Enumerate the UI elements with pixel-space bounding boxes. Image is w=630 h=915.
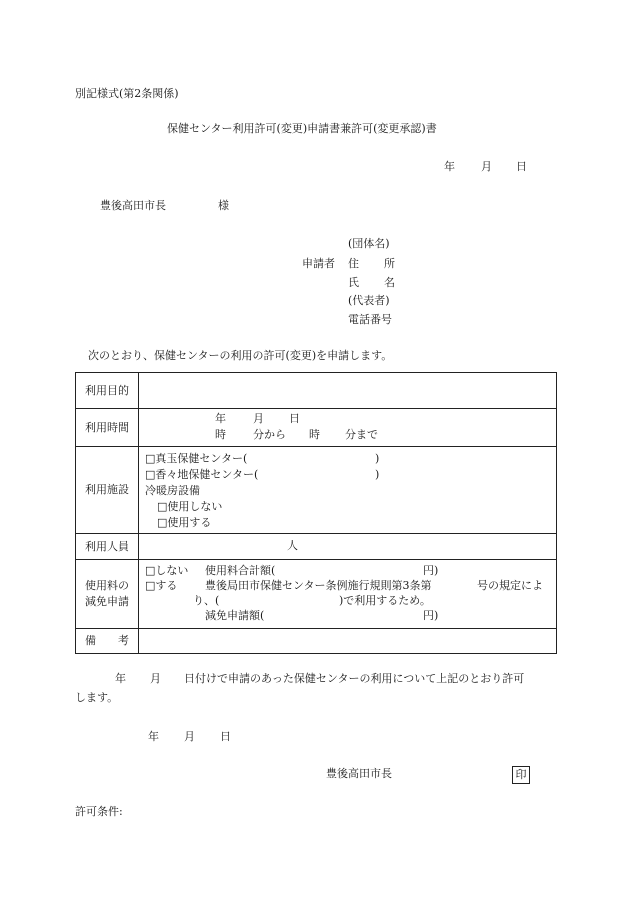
approval-date-month: 月 xyxy=(184,730,195,743)
mayor-signature-label: 豊後高田市長 xyxy=(326,767,392,780)
address-label-2: 所 xyxy=(384,257,395,270)
facility-option-kakuji[interactable]: □香々地保健センター( xyxy=(145,468,259,481)
address-label-1: 住 xyxy=(348,257,359,270)
approval-year-label: 年 xyxy=(115,672,126,685)
remarks-field[interactable] xyxy=(139,629,557,654)
time-month-label: 月 xyxy=(253,412,264,425)
name-label-1: 氏 xyxy=(348,276,359,289)
name-label-2: 名 xyxy=(384,276,395,289)
date-year-label: 年 xyxy=(444,160,455,173)
time-minute-to-label: 分まで xyxy=(345,428,378,441)
form-reference: 別記様式(第2条関係) xyxy=(75,87,179,100)
application-table xyxy=(75,372,557,654)
facility-option-matama-close: ) xyxy=(375,452,380,465)
applicant-label: 申請者 xyxy=(302,257,335,270)
remarks-label-2: 考 xyxy=(118,634,129,647)
fee-no-reduction-checkbox[interactable]: □しない xyxy=(145,564,189,577)
remarks-label-1: 備 xyxy=(85,634,96,647)
ac-not-used-checkbox[interactable]: □使用しない xyxy=(157,500,223,513)
ac-used-checkbox[interactable]: □使用する xyxy=(157,516,212,529)
approval-date-year: 年 xyxy=(148,730,159,743)
approval-text-line2: します。 xyxy=(75,691,119,704)
date-day-label: 日 xyxy=(516,160,527,173)
org-name-label: (団体名) xyxy=(348,237,390,250)
facility-label: 利用施設 xyxy=(76,447,139,534)
approval-month-label: 月 xyxy=(150,672,161,685)
time-hour-to-label: 時 xyxy=(309,428,320,441)
time-day-label: 日 xyxy=(289,412,300,425)
fee-total-label: 使用料合計額( xyxy=(205,564,276,577)
time-hour-from-label: 時 xyxy=(215,428,226,441)
people-row xyxy=(76,534,557,560)
fee-total-yen: 円) xyxy=(423,564,439,577)
phone-label: 電話番号 xyxy=(348,313,392,326)
fee-reduction-amount-label: 減免申請額( xyxy=(205,609,265,622)
facility-field xyxy=(139,447,557,534)
time-year-label: 年 xyxy=(215,412,226,425)
facility-option-matama[interactable]: □真玉保健センター( xyxy=(145,452,248,465)
remarks-label xyxy=(76,629,139,654)
fee-label-line1: 使用料の xyxy=(85,579,129,592)
people-label: 利用人員 xyxy=(76,534,139,560)
intro-text: 次のとおり、保健センターの利用の許可(変更)を申請します。 xyxy=(88,349,393,362)
time-row xyxy=(76,409,557,447)
addressee-name: 豊後高田市長 xyxy=(100,199,166,212)
remarks-row xyxy=(76,629,557,654)
people-unit: 人 xyxy=(287,539,298,552)
fee-reduction-yen: 円) xyxy=(423,609,439,622)
permit-conditions-label: 許可条件: xyxy=(75,805,123,818)
fee-label xyxy=(76,560,139,629)
fee-rule-tail: 号の規定によ xyxy=(477,579,543,592)
fee-rule-text: 豊後局田市保健センター条例施行規則第3条第 xyxy=(205,579,432,592)
purpose-row xyxy=(76,373,557,409)
time-field[interactable] xyxy=(139,409,557,447)
fee-label-line2: 減免申請 xyxy=(85,595,129,608)
fee-rule-line2-open: り、( xyxy=(193,594,220,607)
fee-field xyxy=(139,560,557,629)
fee-row xyxy=(76,560,557,629)
purpose-field[interactable] xyxy=(139,373,557,409)
addressee-honorific: 様 xyxy=(218,199,229,212)
ac-equipment-label: 冷暖房設備 xyxy=(145,484,200,497)
time-label: 利用時間 xyxy=(76,409,139,447)
purpose-label: 利用目的 xyxy=(76,373,139,409)
approval-date-day: 日 xyxy=(220,730,231,743)
representative-label: (代表者) xyxy=(348,294,390,307)
approval-text: 日付けで申請のあった保健センターの利用について上記のとおり許可 xyxy=(184,672,525,685)
fee-rule-line2-close: )で利用するため。 xyxy=(339,594,431,607)
time-minute-from-label: 分から xyxy=(253,428,286,441)
facility-row xyxy=(76,447,557,534)
facility-option-kakuji-close: ) xyxy=(375,468,380,481)
seal-stamp: 印 xyxy=(512,766,530,784)
date-month-label: 月 xyxy=(481,160,492,173)
fee-reduction-checkbox[interactable]: □する xyxy=(145,579,178,592)
page-title: 保健センター利用許可(変更)申請書兼許可(変更承認)書 xyxy=(167,122,437,135)
people-field[interactable] xyxy=(139,534,557,560)
